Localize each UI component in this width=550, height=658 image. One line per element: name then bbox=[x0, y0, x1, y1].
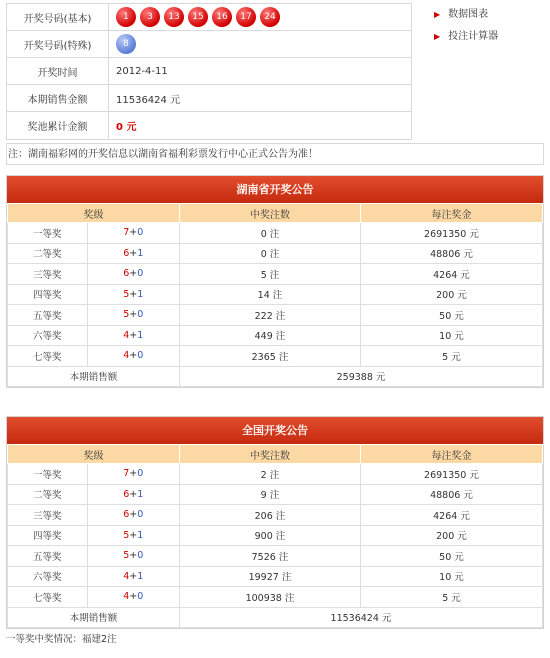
prize-row bbox=[8, 525, 543, 546]
provincial-announcement bbox=[6, 175, 544, 388]
national-title: 全国开奖公告 bbox=[7, 417, 543, 444]
match-pattern: 5+1 bbox=[87, 284, 180, 305]
prize-level: 五等奖 bbox=[8, 546, 88, 567]
prize-level: 七等奖 bbox=[8, 587, 88, 608]
match-pattern: 4+0 bbox=[87, 587, 179, 608]
prize-row bbox=[8, 223, 543, 244]
prize-row bbox=[8, 464, 543, 485]
sales-total-row bbox=[8, 366, 543, 386]
winner-count: 7526 注 bbox=[179, 546, 360, 567]
prize-amount: 4264 元 bbox=[360, 264, 542, 285]
blue-ball: 8 bbox=[116, 34, 136, 54]
provincial-title: 湖南省开奖公告 bbox=[7, 176, 543, 203]
prize-amount: 10 元 bbox=[360, 325, 542, 346]
prize-row bbox=[8, 264, 543, 285]
prize-row bbox=[8, 284, 543, 305]
prize-amount: 2691350 元 bbox=[360, 223, 542, 244]
header-level: 奖级 bbox=[8, 204, 180, 223]
side-links bbox=[434, 4, 498, 48]
match-pattern: 7+0 bbox=[87, 464, 179, 485]
basic-numbers-label: 开奖号码(基本) bbox=[7, 4, 109, 30]
provincial-table bbox=[7, 203, 543, 387]
arrow-right-icon: ▶ bbox=[434, 10, 441, 19]
red-ball: 17 bbox=[236, 7, 256, 27]
red-ball: 15 bbox=[188, 7, 208, 27]
prize-amount: 200 元 bbox=[360, 284, 542, 305]
prize-amount: 10 元 bbox=[360, 566, 542, 587]
prize-amount: 48806 元 bbox=[360, 243, 542, 264]
prize-level: 一等奖 bbox=[8, 464, 88, 485]
winner-count: 900 注 bbox=[179, 525, 360, 546]
match-pattern: 6+1 bbox=[87, 484, 179, 505]
winner-count: 5 注 bbox=[180, 264, 361, 285]
winner-count: 2 注 bbox=[179, 464, 360, 485]
data-chart-link[interactable]: ▶ 数据图表 bbox=[434, 9, 489, 20]
prize-level: 三等奖 bbox=[8, 505, 88, 526]
notice-text: 注：湖南福彩网的开奖信息以湖南省福利彩票发行中心正式公告为准！ bbox=[6, 143, 544, 165]
prize-level: 五等奖 bbox=[8, 305, 88, 326]
winner-count: 449 注 bbox=[180, 325, 361, 346]
prize-level: 二等奖 bbox=[8, 484, 88, 505]
national-table bbox=[7, 444, 543, 628]
match-pattern: 6+0 bbox=[87, 505, 179, 526]
red-ball: 16 bbox=[212, 7, 232, 27]
match-pattern: 5+0 bbox=[87, 546, 179, 567]
basic-numbers-row bbox=[7, 4, 411, 31]
header-count: 中奖注数 bbox=[179, 445, 360, 464]
draw-date-value: 2012-4-11 bbox=[116, 65, 168, 77]
prize-row bbox=[8, 484, 543, 505]
sales-total-value: 11536424 元 bbox=[179, 607, 542, 627]
red-ball: 1 bbox=[116, 7, 136, 27]
match-pattern: 4+1 bbox=[87, 325, 180, 346]
prize-row bbox=[8, 546, 543, 567]
prize-level: 二等奖 bbox=[8, 243, 88, 264]
prize-row bbox=[8, 505, 543, 526]
red-ball: 24 bbox=[260, 7, 280, 27]
prize-amount: 5 元 bbox=[360, 346, 542, 367]
national-announcement bbox=[6, 416, 544, 629]
header-count: 中奖注数 bbox=[180, 204, 361, 223]
prize-level: 四等奖 bbox=[8, 284, 88, 305]
basic-balls bbox=[109, 4, 411, 30]
pool-value: 0 元 bbox=[116, 122, 137, 133]
prize-amount: 4264 元 bbox=[360, 505, 542, 526]
sales-value: 11536424 元 bbox=[116, 94, 181, 106]
prize-amount: 50 元 bbox=[360, 546, 542, 567]
prize-row bbox=[8, 587, 543, 608]
prize-amount: 5 元 bbox=[360, 587, 542, 608]
sales-row bbox=[7, 85, 411, 112]
prize-level: 六等奖 bbox=[8, 325, 88, 346]
prize-amount: 200 元 bbox=[360, 525, 542, 546]
red-ball: 13 bbox=[164, 7, 184, 27]
sales-total-value: 259388 元 bbox=[180, 366, 543, 386]
header-prize: 每注奖金 bbox=[360, 445, 542, 464]
special-number-label: 开奖号码(特殊) bbox=[7, 31, 109, 57]
match-pattern: 5+1 bbox=[87, 525, 179, 546]
winner-count: 222 注 bbox=[180, 305, 361, 326]
prize-amount: 2691350 元 bbox=[360, 464, 542, 485]
header-level: 奖级 bbox=[8, 445, 180, 464]
pool-label: 奖池累计金额 bbox=[7, 112, 109, 139]
winner-count: 14 注 bbox=[180, 284, 361, 305]
winner-count: 0 注 bbox=[180, 243, 361, 264]
match-pattern: 5+0 bbox=[87, 305, 180, 326]
sales-total-label: 本期销售额 bbox=[8, 366, 180, 386]
sales-total-row bbox=[8, 607, 543, 627]
winner-count: 2365 注 bbox=[180, 346, 361, 367]
prize-row bbox=[8, 325, 543, 346]
prize-amount: 50 元 bbox=[360, 305, 542, 326]
pool-row bbox=[7, 112, 411, 139]
winner-count: 100938 注 bbox=[179, 587, 360, 608]
match-pattern: 4+0 bbox=[87, 346, 180, 367]
winner-count: 19927 注 bbox=[179, 566, 360, 587]
sales-total-label: 本期销售额 bbox=[8, 607, 180, 627]
draw-date-label: 开奖时间 bbox=[7, 58, 109, 84]
prize-level: 三等奖 bbox=[8, 264, 88, 285]
special-number-row bbox=[7, 31, 411, 58]
draw-info-box bbox=[6, 3, 412, 140]
header-prize: 每注奖金 bbox=[360, 204, 542, 223]
arrow-right-icon: ▶ bbox=[434, 32, 441, 41]
bet-calculator-link[interactable]: ▶ 投注计算器 bbox=[434, 31, 499, 42]
match-pattern: 6+1 bbox=[87, 243, 180, 264]
prize-level: 一等奖 bbox=[8, 223, 88, 244]
prize-row bbox=[8, 305, 543, 326]
winner-count: 206 注 bbox=[179, 505, 360, 526]
first-prize-winners: 一等奖中奖情况：福建2注 bbox=[6, 634, 117, 645]
prize-row bbox=[8, 566, 543, 587]
match-pattern: 7+0 bbox=[87, 223, 180, 244]
draw-date-row bbox=[7, 58, 411, 85]
winner-count: 9 注 bbox=[179, 484, 360, 505]
prize-amount: 48806 元 bbox=[360, 484, 542, 505]
prize-row bbox=[8, 346, 543, 367]
prize-level: 四等奖 bbox=[8, 525, 88, 546]
prize-level: 七等奖 bbox=[8, 346, 88, 367]
match-pattern: 6+0 bbox=[87, 264, 180, 285]
prize-level: 六等奖 bbox=[8, 566, 88, 587]
sales-label: 本期销售金额 bbox=[7, 85, 109, 111]
winner-count: 0 注 bbox=[180, 223, 361, 244]
prize-row bbox=[8, 243, 543, 264]
match-pattern: 4+1 bbox=[87, 566, 179, 587]
red-ball: 3 bbox=[140, 7, 160, 27]
